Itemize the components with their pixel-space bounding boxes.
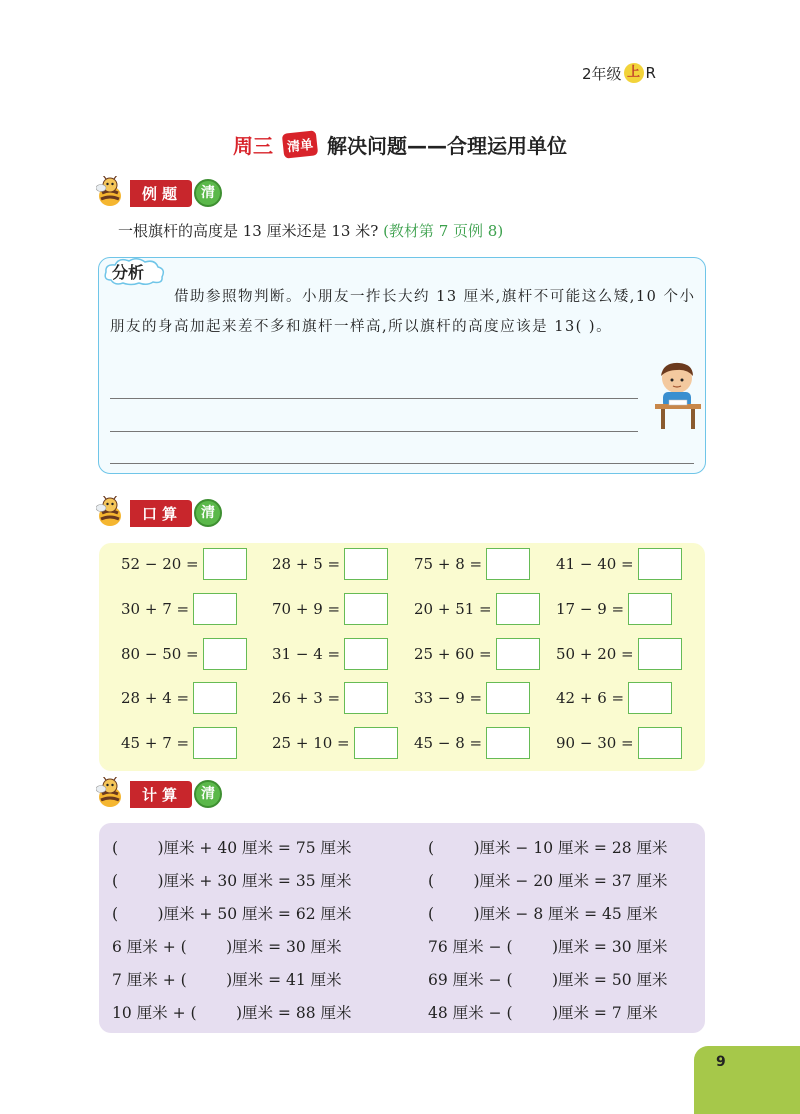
oral-header (96, 498, 222, 528)
oral-problem-text: 31 − 4 = (272, 645, 341, 663)
calc-problem[interactable]: 69 厘米 − ( )厘米 = 50 厘米 (428, 971, 668, 989)
oral-problem-text: 45 − 8 = (414, 734, 483, 752)
answer-box[interactable] (354, 727, 398, 759)
calc-problem[interactable]: ( )厘米 + 30 厘米 = 35 厘米 (112, 872, 352, 890)
oral-problem-text: 25 + 10 = (272, 734, 350, 752)
analysis-text: 借助参照物判断。小朋友一拃长大约 13 厘米,旗杆不可能这么矮,10 个小朋友的身高加起来差不多和旗杆一样高,所以旗杆的高度应该是 13( )。 (110, 289, 696, 335)
grade-label: 2年级 (582, 64, 622, 83)
analysis-label: 分析 (112, 263, 145, 282)
oral-problem (121, 548, 247, 580)
oral-problem-text: 75 + 8 = (414, 555, 483, 573)
question-reference: (教材第 7 页例 8) (383, 222, 504, 240)
oral-problem (272, 638, 388, 670)
writing-line[interactable] (110, 463, 694, 464)
page-title (0, 130, 800, 159)
calc-problem[interactable]: 6 厘米 + ( )厘米 = 30 厘米 (112, 938, 342, 956)
oral-problem-text: 20 + 51 = (414, 600, 492, 618)
oral-problem (414, 727, 530, 759)
title-day: 周三 (232, 134, 273, 158)
answer-box[interactable] (193, 593, 237, 625)
title-topic: 解决问题——合理运用单位 (327, 134, 567, 158)
oral-problem (556, 638, 682, 670)
calc-problem[interactable]: ( )厘米 − 10 厘米 = 28 厘米 (428, 839, 668, 857)
answer-box[interactable] (344, 682, 388, 714)
calc-problem[interactable]: ( )厘米 − 20 厘米 = 37 厘米 (428, 872, 668, 890)
oral-problem (556, 727, 682, 759)
calc-problem[interactable]: 48 厘米 − ( )厘米 = 7 厘米 (428, 1004, 658, 1022)
oral-problem-text: 70 + 9 = (272, 600, 341, 618)
oral-problem-text: 41 − 40 = (556, 555, 634, 573)
oral-problem-text: 28 + 5 = (272, 555, 341, 573)
page-number-tab (694, 1046, 800, 1114)
answer-box[interactable] (344, 593, 388, 625)
example-header (96, 178, 222, 208)
answer-box[interactable] (638, 548, 682, 580)
calc-problem[interactable]: 10 厘米 + ( )厘米 = 88 厘米 (112, 1004, 352, 1022)
oral-problem-text: 42 + 6 = (556, 689, 625, 707)
oral-label: 口算 (130, 500, 192, 527)
writing-line[interactable] (110, 398, 638, 399)
oral-problem-text: 25 + 60 = (414, 645, 492, 663)
answer-box[interactable] (193, 682, 237, 714)
oral-problem-text: 30 + 7 = (121, 600, 190, 618)
bee-icon (96, 496, 134, 530)
oral-problem (121, 682, 237, 714)
oral-problem-text: 33 − 9 = (414, 689, 483, 707)
oral-problem-text: 17 − 9 = (556, 600, 625, 618)
oral-problem (414, 548, 530, 580)
oral-problem (414, 682, 530, 714)
answer-box[interactable] (628, 682, 672, 714)
answer-box[interactable] (638, 727, 682, 759)
oral-problem-text: 45 + 7 = (121, 734, 190, 752)
page-number: 9 (716, 1054, 726, 1070)
example-label: 例题 (130, 180, 192, 207)
oral-problem (121, 638, 247, 670)
oral-problem (272, 548, 388, 580)
calc-label: 计算 (130, 781, 192, 808)
edition-label: R (645, 64, 656, 82)
answer-box[interactable] (193, 727, 237, 759)
oral-problem-text: 90 − 30 = (556, 734, 634, 752)
oral-problem-text: 50 + 20 = (556, 645, 634, 663)
answer-box[interactable] (496, 593, 540, 625)
oral-problem (556, 593, 672, 625)
answer-box[interactable] (496, 638, 540, 670)
answer-box[interactable] (486, 727, 530, 759)
answer-box[interactable] (344, 548, 388, 580)
oral-problem (556, 548, 682, 580)
oral-problem-text: 52 − 20 = (121, 555, 199, 573)
oral-problem (272, 727, 398, 759)
oral-problem (414, 593, 540, 625)
qing-badge-icon: 清 (194, 499, 222, 527)
qing-badge-icon: 清 (194, 780, 222, 808)
oral-problem (556, 682, 672, 714)
question-text: 一根旗杆的高度是 13 厘米还是 13 米? (118, 222, 379, 240)
calc-problem[interactable]: 7 厘米 + ( )厘米 = 41 厘米 (112, 971, 342, 989)
calc-problem[interactable]: ( )厘米 − 8 厘米 = 45 厘米 (428, 905, 658, 923)
oral-problem-text: 28 + 4 = (121, 689, 190, 707)
oral-problem-text: 26 + 3 = (272, 689, 341, 707)
writing-line[interactable] (110, 431, 638, 432)
bee-icon (96, 777, 134, 811)
oral-problem (121, 593, 237, 625)
answer-box[interactable] (486, 682, 530, 714)
oral-problem (272, 682, 388, 714)
oral-problem (272, 593, 388, 625)
qing-badge-icon: 清 (194, 179, 222, 207)
answer-box[interactable] (638, 638, 682, 670)
example-question (118, 220, 503, 241)
student-illustration (651, 360, 707, 432)
oral-problem (414, 638, 540, 670)
answer-box[interactable] (203, 638, 247, 670)
answer-box[interactable] (628, 593, 672, 625)
answer-box[interactable] (344, 638, 388, 670)
calc-problem[interactable]: ( )厘米 + 40 厘米 = 75 厘米 (112, 839, 352, 857)
volume-badge: 上 (624, 63, 644, 83)
oral-problem (121, 727, 237, 759)
grade-header (582, 62, 656, 84)
oral-problem-text: 80 − 50 = (121, 645, 199, 663)
bee-icon (96, 176, 134, 210)
answer-box[interactable] (203, 548, 247, 580)
title-stamp: 清单 (282, 130, 318, 158)
calc-header (96, 779, 222, 809)
calc-problem[interactable]: ( )厘米 + 50 厘米 = 62 厘米 (112, 905, 352, 923)
answer-box[interactable] (486, 548, 530, 580)
calc-problem[interactable]: 76 厘米 − ( )厘米 = 30 厘米 (428, 938, 668, 956)
